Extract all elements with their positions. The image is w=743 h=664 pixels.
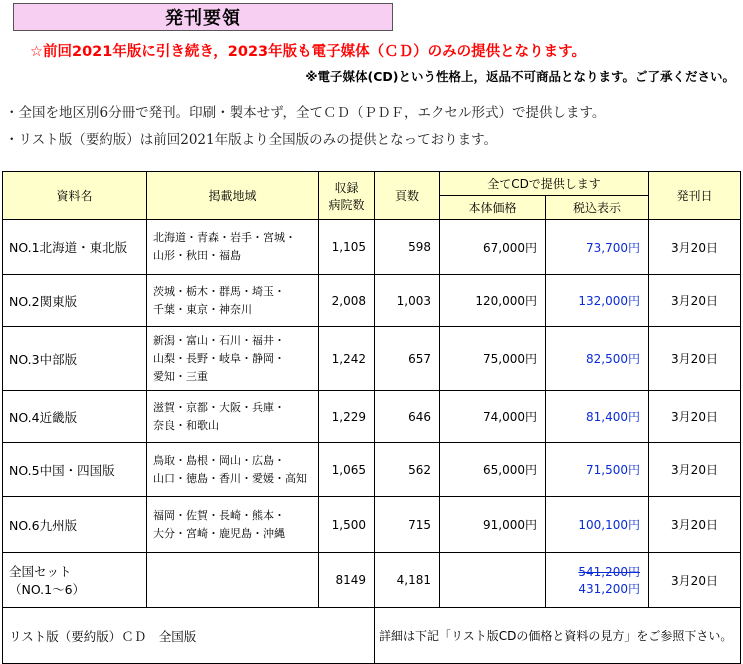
row-date: 3月20日 [649,327,741,391]
table-row [3,443,741,497]
row-date: 3月20日 [649,275,741,327]
row-hospitals: 1,500 [319,497,375,553]
region-line: 滋賀・京都・大阪・兵庫・ [153,400,285,414]
header-base-price: 本体価格 [440,196,546,220]
header-region: 掲載地域 [147,172,319,220]
set-name-line1: 全国セット [9,564,72,579]
region-line: 愛知・三重 [153,369,208,383]
row-hospitals: 1,229 [319,391,375,443]
set-date: 3月20日 [649,553,741,608]
set-name [3,553,147,608]
row-pages: 657 [375,327,440,391]
region-line: 山口・徳島・香川・愛媛・高知 [153,471,307,485]
row-tax-price: 81,400円 [546,391,649,443]
set-base-empty [440,553,546,608]
row-region [147,391,319,443]
set-row [3,553,741,608]
header-hospitals-line1: 収録 [334,180,359,195]
row-base-price: 65,000円 [440,443,546,497]
region-line: 北海道・青森・岩手・宮城・ [153,231,296,244]
row-hospitals: 2,008 [319,275,375,327]
header-hospitals-line2: 病院数 [328,197,365,212]
row-region [147,327,319,391]
cd-only-notice: ☆前回2021年版に引き続き，2023年版も電子媒体（ＣＤ）のみの提供となります。 [30,44,586,60]
region-line: 千葉・東京・神奈川 [153,302,252,316]
set-tax-price [546,553,649,608]
row-base-price: 67,000円 [440,220,546,275]
row-name: NO.4近畿版 [3,391,147,443]
region-line: 鳥取・島根・岡山・広島・ [153,453,285,467]
header-name: 資料名 [3,172,147,220]
region-line: 大分・宮崎・鹿児島・沖縄 [153,526,285,540]
region-line: 山梨・長野・岐阜・静岡・ [153,351,285,365]
bullet-list-version: ・リスト版（要約版）は前回2021年版より全国版のみの提供となっております。 [5,132,498,148]
bullet-distribution: ・全国を地区別6分冊で発刊。印刷・製本せず，全てＣＤ（ＰＤＦ，エクセル形式）で提供します。 [5,105,606,121]
list-row [3,608,741,664]
row-pages: 562 [375,443,440,497]
row-tax-price: 73,700円 [546,220,649,275]
table-row [3,497,741,553]
no-return-note: ※電子媒体(CD)という性格上，返品不可商品となります。ご了承ください。 [305,69,735,84]
region-line: 茨城・栃木・群馬・埼玉・ [153,284,285,298]
row-hospitals: 1,105 [319,220,375,275]
row-date: 3月20日 [649,443,741,497]
row-date: 3月20日 [649,391,741,443]
row-hospitals: 1,242 [319,327,375,391]
header-pages: 頁数 [375,172,440,220]
row-region [147,497,319,553]
row-name: NO.2関東版 [3,275,147,327]
header-tax-price: 税込表示 [546,196,649,220]
row-tax-price: 82,500円 [546,327,649,391]
row-name: NO.3中部版 [3,327,147,391]
row-base-price: 120,000円 [440,275,546,327]
row-pages: 715 [375,497,440,553]
row-tax-price: 132,000円 [546,275,649,327]
set-pages: 4,181 [375,553,440,608]
row-region [147,443,319,497]
region-line: 新潟・富山・石川・福井・ [153,333,285,347]
list-version-detail: 詳細は下記「リスト版CDの価格と資料の見方」をご参照下さい。 [375,608,741,664]
row-pages: 646 [375,391,440,443]
row-base-price: 75,000円 [440,327,546,391]
row-pages: 1,003 [375,275,440,327]
table-row [3,391,741,443]
row-region [147,220,319,275]
row-tax-price: 100,100円 [546,497,649,553]
row-name: NO.5中国・四国版 [3,443,147,497]
header-hospitals [319,172,375,220]
table-row [3,327,741,391]
row-name: NO.6九州版 [3,497,147,553]
table-row [3,220,741,275]
row-tax-price: 71,500円 [546,443,649,497]
page-title: 発刊要領 [13,3,393,31]
set-old-price: 541,200円 [578,565,640,579]
row-base-price: 74,000円 [440,391,546,443]
header-date: 発刊日 [649,172,741,220]
row-region [147,275,319,327]
set-hospitals: 8149 [319,553,375,608]
set-new-price: 431,200円 [578,582,640,596]
row-date: 3月20日 [649,497,741,553]
row-name: NO.1北海道・東北版 [3,220,147,275]
set-region-empty [147,553,319,608]
row-date: 3月20日 [649,220,741,275]
region-line: 山形・秋田・福島 [153,249,241,262]
header-cd-group: 全てCDで提供します [440,172,649,196]
region-line: 奈良・和歌山 [153,418,219,432]
set-name-line2: （NO.1～6） [9,582,86,597]
list-version-name: リスト版（要約版）ＣＤ 全国版 [3,608,375,664]
row-base-price: 91,000円 [440,497,546,553]
row-hospitals: 1,065 [319,443,375,497]
region-line: 福岡・佐賀・長崎・熊本・ [153,508,285,522]
row-pages: 598 [375,220,440,275]
table-row [3,275,741,327]
publication-table [2,171,741,664]
